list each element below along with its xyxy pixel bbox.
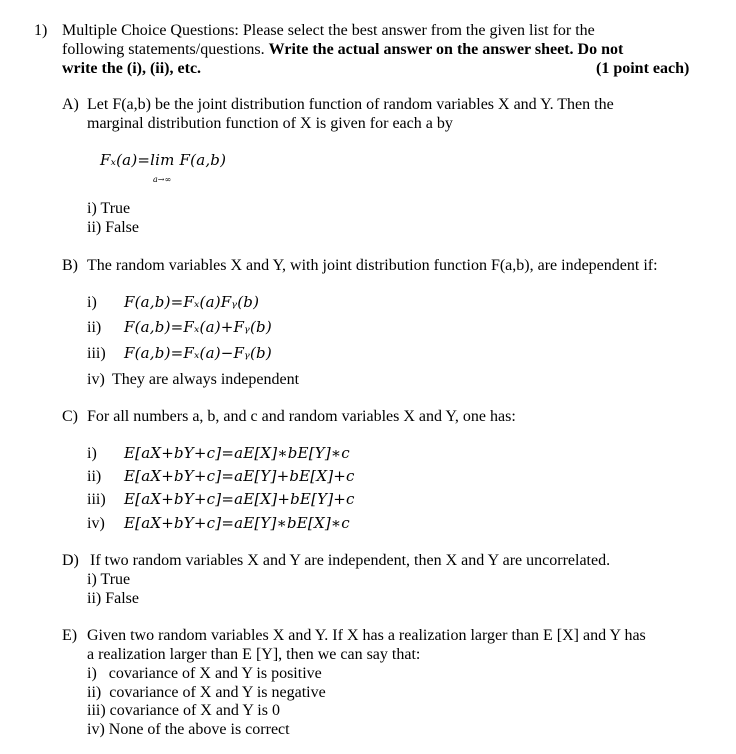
question-c-option-4-num: iv)	[87, 515, 105, 532]
question-a-limit-subscript: a→∞	[153, 175, 172, 184]
question-a-option-1: i) True	[87, 200, 131, 217]
question-b-option-2-text: F(a,b)=Fₓ(a)+Fᵧ(b)	[124, 318, 272, 336]
question-b-option-1-text: F(a,b)=Fₓ(a)Fᵧ(b)	[124, 293, 260, 311]
question-number: 1)	[34, 22, 48, 39]
header-line-2	[62, 40, 623, 59]
question-d-letter: D)	[62, 552, 79, 569]
question-a-line-1: Let F(a,b) be the joint distribution function of random variables X and Y. Then the	[87, 96, 614, 113]
question-b-option-4-text: They are always independent	[112, 371, 300, 388]
question-e-option-2: ii) covariance of X and Y is negative	[87, 684, 326, 701]
question-d-text: If two random variables X and Y are independent, then X and Y are uncorrelated.	[90, 552, 611, 569]
question-c-option-1-text: E[aX+bY+c]=aE[X]∗bE[Y]∗c	[124, 444, 350, 462]
question-b-option-2-num: ii)	[87, 319, 102, 336]
question-c-text: For all numbers a, b, and c and random variables X and Y, one has:	[87, 408, 516, 425]
question-b-option-3-text: F(a,b)=Fₓ(a)−Fᵧ(b)	[124, 344, 272, 362]
question-c-option-3-text: E[aX+bY+c]=aE[X]+bE[Y]+c	[124, 490, 355, 508]
question-a-formula: Fₓ(a)=lim F(a,b)	[100, 151, 227, 169]
question-c-option-3-num: iii)	[87, 491, 106, 508]
question-b-letter: B)	[62, 257, 78, 274]
question-e-option-4: iv) None of the above is correct	[87, 721, 290, 738]
question-e-option-1: i) covariance of X and Y is positive	[87, 665, 322, 682]
question-c-option-2-text: E[aX+bY+c]=aE[Y]+bE[X]+c	[124, 467, 355, 485]
question-d-option-1: i) True	[87, 571, 131, 588]
question-c-option-1-num: i)	[87, 445, 97, 462]
question-a-letter: A)	[62, 96, 79, 113]
header-line-3: write the (i), (ii), etc.	[62, 60, 202, 77]
question-e-line-2: a realization larger than E [Y], then we can say that:	[87, 646, 421, 663]
question-a-option-2: ii) False	[87, 219, 139, 236]
header-line-1: Multiple Choice Questions: Please select the best answer from the given list for the	[62, 22, 595, 39]
question-c-option-4-text: E[aX+bY+c]=aE[Y]∗bE[X]∗c	[124, 514, 350, 532]
question-b-option-3-num: iii)	[87, 345, 106, 362]
question-e-letter: E)	[62, 627, 78, 644]
question-c-option-2-num: ii)	[87, 468, 102, 485]
question-b-option-1-num: i)	[87, 294, 97, 311]
question-b-option-4-num: iv)	[87, 371, 105, 388]
header-line-2-normal: following statements/questions.	[62, 41, 269, 58]
question-b-text: The random variables X and Y, with joint distribution function F(a,b), are independent if:	[87, 257, 658, 274]
question-e-line-1: Given two random variables X and Y. If X has a realization larger than E [X] and Y has	[87, 627, 646, 644]
points-label: (1 point each)	[596, 60, 690, 77]
question-e-option-3: iii) covariance of X and Y is 0	[87, 702, 280, 719]
question-a-line-2: marginal distribution function of X is given for each a by	[87, 115, 453, 132]
question-c-letter: C)	[62, 408, 78, 425]
header-line-2-bold: Write the actual answer on the answer sheet. Do not	[268, 41, 624, 58]
question-d-option-2: ii) False	[87, 590, 139, 607]
